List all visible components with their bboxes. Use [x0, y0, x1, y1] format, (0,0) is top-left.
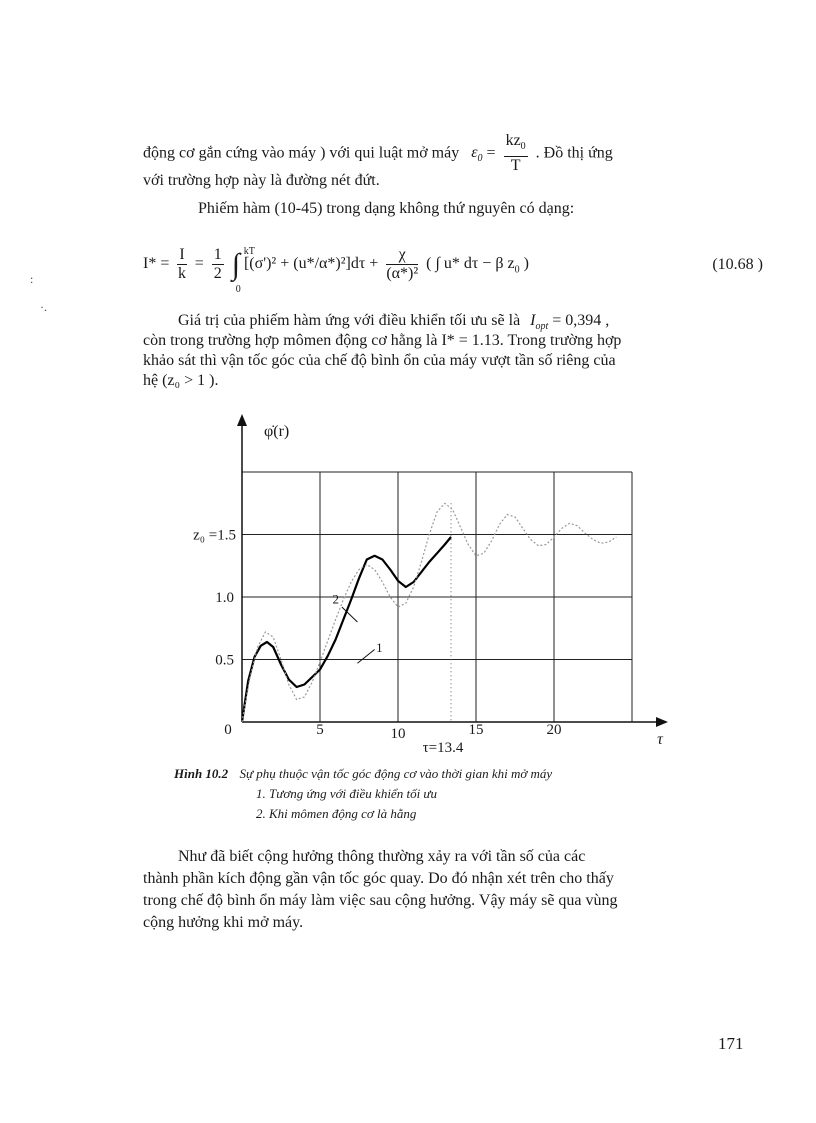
x-tick-label: 20	[546, 722, 562, 738]
caption-item-1: 1. Tương ứng với điều khiển tối ưu	[256, 786, 438, 801]
figure-title: Sự phụ thuộc vận tốc góc động cơ vào thời gian khi mở máy	[239, 766, 553, 781]
curve-label-1-pointer	[357, 650, 374, 664]
para1-line1: động cơ gắn cứng vào máy ) với qui luật mở máy $\varepsilon_0$ = $\frac{kz_0}{T}$ . Đồ thị ứng	[143, 132, 613, 175]
figure-label: Hình 10.2	[174, 766, 229, 781]
velocity-chart	[190, 408, 690, 758]
page-number: 171	[718, 1034, 744, 1053]
y-tick-label: 1.0	[215, 590, 234, 606]
x-axis-label: τ	[657, 731, 663, 748]
scan-artifact: :	[30, 272, 34, 286]
para3-line2: còn trong trường hợp mômen động cơ hằng là I* = 1.13. Trong trường hợp	[143, 332, 622, 349]
x-tick-label: 10	[390, 726, 406, 742]
y-axis-label: φ̇(r)	[264, 423, 290, 440]
y-tick-label: 0.5	[215, 652, 234, 669]
x-axis-arrow	[656, 717, 668, 727]
x-tick-label: 15	[468, 722, 484, 738]
para4-line3: trong chế độ bình ổn máy làm việc sau cộng hưởng. Vậy máy sẽ qua vùng	[143, 892, 618, 909]
x-tick-label: 5	[316, 722, 324, 738]
para4-line2: thành phần kích động gần vận tốc góc quay. Do đó nhận xét trên cho thấy	[143, 870, 614, 887]
figure-caption	[174, 766, 552, 782]
x-tick-label: 0	[224, 722, 232, 738]
z0-label: z₀ =1.5	[193, 527, 236, 544]
para3-line4: hệ (z₀ > 1 ).	[143, 372, 219, 389]
para2-line1: Phiếm hàm (10-45) trong dạng không thứ nguyên có dạng:	[198, 200, 575, 217]
series-line-1	[242, 537, 451, 722]
caption-item-2: 2. Khi mômen động cơ là hằng	[256, 806, 417, 821]
curve-label-1: 1	[376, 640, 383, 655]
tau-marker-label: τ=13.4	[422, 740, 464, 756]
eps-symbol: $\varepsilon_0$	[471, 144, 483, 165]
para4-line4: cộng hưởng khi mở máy.	[143, 914, 304, 931]
para3-line1: Giá trị của phiếm hàm ứng với điều khiển tối ưu sẽ là $I_{opt} = 0,394$ ,	[178, 312, 610, 333]
para1-line2: với trường hợp này là đường nét đứt.	[143, 172, 380, 189]
para3-line3: khảo sát thì vận tốc góc của chế độ bình ổn của máy vượt tần số riêng của	[143, 352, 616, 369]
para4-line1: Như đã biết cộng hưởng thông thường xảy ra với tần số của các	[178, 848, 586, 865]
y-axis-arrow	[237, 414, 247, 426]
formula-10-68: I* = $\frac{I}{k}$ = $\frac{1}{2}$ ∫ kT 0 [(σ')² + (u*/α*)²]dτ + $\frac{\chi}{\text{(α*)²}}$ ( ∫ u* dτ − β $z_0$ ) (10.68 )	[143, 245, 763, 295]
eps-fraction: $\frac{kz_0}{T}$	[505, 132, 526, 175]
scan-artifact: ·.	[40, 300, 47, 314]
curve-label-2: 2	[332, 591, 339, 607]
series-line-2	[242, 503, 616, 722]
equation-number: (10.68 )	[712, 256, 763, 273]
